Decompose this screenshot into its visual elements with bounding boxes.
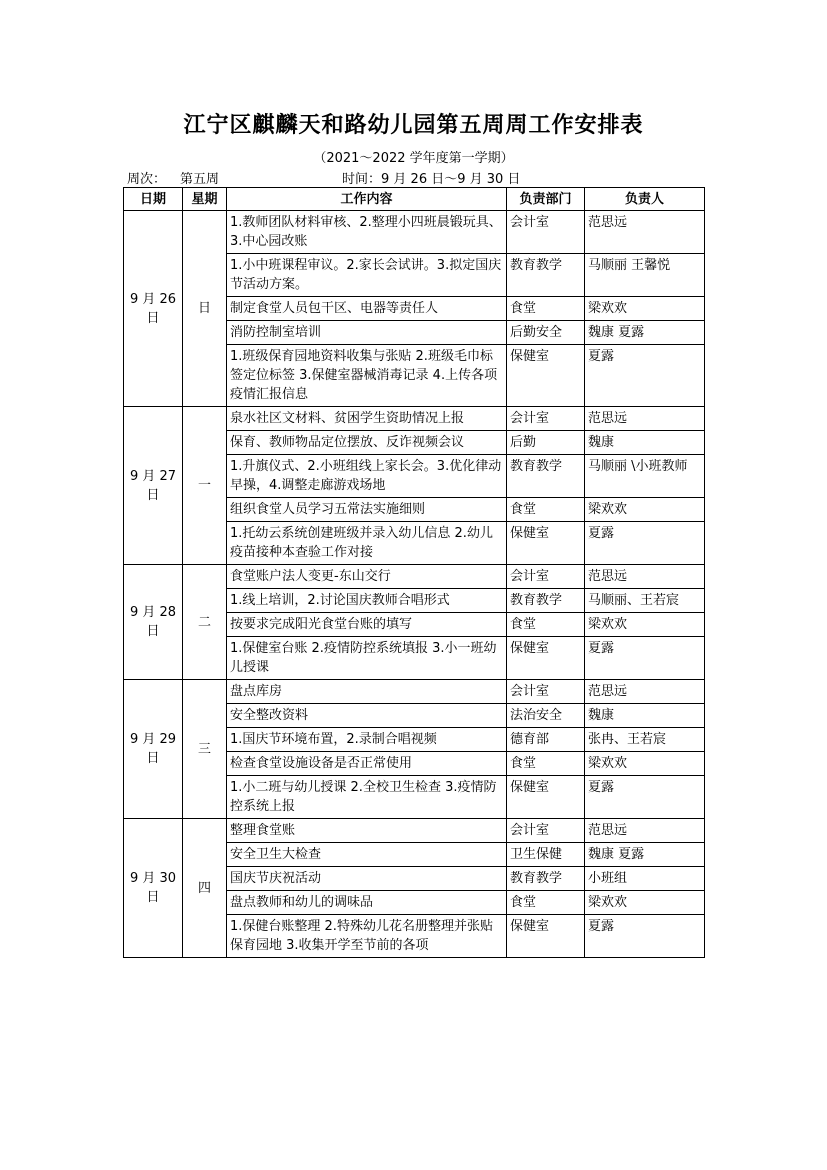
task-person: 范思远 — [585, 407, 705, 431]
task-dept: 后勤 — [507, 431, 585, 455]
header-content: 工作内容 — [227, 188, 507, 211]
time-info — [342, 168, 520, 187]
task-content: 食堂账户法人变更-东山交行 — [227, 565, 507, 589]
task-person: 梁欢欢 — [585, 613, 705, 637]
weekday-cell: 四 — [183, 819, 227, 958]
task-dept: 食堂 — [507, 297, 585, 321]
task-content: 按要求完成阳光食堂台账的填写 — [227, 613, 507, 637]
task-content: 1.小中班课程审议。2.家长会试讲。3.拟定国庆节活动方案。 — [227, 254, 507, 297]
task-dept: 保健室 — [507, 345, 585, 407]
task-dept: 保健室 — [507, 637, 585, 680]
task-content: 国庆节庆祝活动 — [227, 867, 507, 891]
task-person: 马顺丽、王若宸 — [585, 589, 705, 613]
weekday-cell: 二 — [183, 565, 227, 680]
task-content: 1.小二班与幼儿授课 2.全校卫生检查 3.疫情防控系统上报 — [227, 776, 507, 819]
task-dept: 教育教学 — [507, 589, 585, 613]
task-dept: 食堂 — [507, 752, 585, 776]
task-person: 夏露 — [585, 522, 705, 565]
task-content: 1.保健室台账 2.疫情防控系统填报 3.小一班幼儿授课 — [227, 637, 507, 680]
schedule-table — [123, 187, 705, 958]
task-person: 魏康 夏露 — [585, 321, 705, 345]
task-person: 魏康 — [585, 431, 705, 455]
task-content: 消防控制室培训 — [227, 321, 507, 345]
task-dept: 德育部 — [507, 728, 585, 752]
header-weekday: 星期 — [183, 188, 227, 211]
time-label: 时间： — [342, 172, 382, 187]
task-content: 1.托幼云系统创建班级并录入幼儿信息 2.幼儿疫苗接种本查验工作对接 — [227, 522, 507, 565]
task-person: 夏露 — [585, 776, 705, 819]
task-content: 1.保健台账整理 2.特殊幼儿花名册整理并张贴保育园地 3.收集开学至节前的各项 — [227, 915, 507, 958]
task-person: 梁欢欢 — [585, 752, 705, 776]
task-content: 安全卫生大检查 — [227, 843, 507, 867]
header-dept: 负责部门 — [507, 188, 585, 211]
task-dept: 会计室 — [507, 680, 585, 704]
task-content: 1.升旗仪式、2.小班组线上家长会。3.优化律动早操，4.调整走廊游戏场地 — [227, 455, 507, 498]
date-cell: 9 月 26 日 — [124, 211, 183, 407]
task-person: 梁欢欢 — [585, 498, 705, 522]
task-person: 夏露 — [585, 637, 705, 680]
task-person: 马顺丽 \小班教师 — [585, 455, 705, 498]
task-content: 检查食堂设施设备是否正常使用 — [227, 752, 507, 776]
table-row — [124, 819, 705, 843]
task-person: 范思远 — [585, 680, 705, 704]
task-content: 1.线上培训，2.讨论国庆教师合唱形式 — [227, 589, 507, 613]
task-content: 制定食堂人员包干区、电器等责任人 — [227, 297, 507, 321]
week-label: 周次： — [127, 172, 167, 187]
task-dept: 保健室 — [507, 522, 585, 565]
task-dept: 保健室 — [507, 915, 585, 958]
table-header-row — [124, 188, 705, 211]
date-cell: 9 月 28 日 — [124, 565, 183, 680]
task-person: 夏露 — [585, 915, 705, 958]
header-person: 负责人 — [585, 188, 705, 211]
table-row — [124, 565, 705, 589]
task-dept: 卫生保健 — [507, 843, 585, 867]
task-person: 张冉、王若宸 — [585, 728, 705, 752]
week-value: 第五周 — [180, 172, 220, 187]
table-row — [124, 680, 705, 704]
task-dept: 会计室 — [507, 211, 585, 254]
task-person: 小班组 — [585, 867, 705, 891]
task-person: 梁欢欢 — [585, 297, 705, 321]
task-person: 马顺丽 王馨悦 — [585, 254, 705, 297]
page-title: 江宁区麒麟天和路幼儿园第五周周工作安排表 — [183, 112, 644, 138]
semester-subtitle: （2021～2022 学年度第一学期） — [313, 151, 514, 166]
task-content: 整理食堂账 — [227, 819, 507, 843]
task-person: 范思远 — [585, 211, 705, 254]
table-row — [124, 407, 705, 431]
weekday-cell: 一 — [183, 407, 227, 565]
task-dept: 食堂 — [507, 498, 585, 522]
task-person: 魏康 — [585, 704, 705, 728]
task-content: 1.教师团队材料审核、2.整理小四班晨锻玩具、3.中心园改账 — [227, 211, 507, 254]
task-content: 安全整改资料 — [227, 704, 507, 728]
task-content: 组织食堂人员学习五常法实施细则 — [227, 498, 507, 522]
table-row — [124, 211, 705, 254]
task-content: 1.班级保育园地资料收集与张贴 2.班级毛巾标签定位标签 3.保健室器械消毒记录 4.上传各项疫情汇报信息 — [227, 345, 507, 407]
weekday-cell: 三 — [183, 680, 227, 819]
task-person: 范思远 — [585, 565, 705, 589]
date-cell: 9 月 27 日 — [124, 407, 183, 565]
task-content: 泉水社区文材料、贫困学生资助情况上报 — [227, 407, 507, 431]
date-cell: 9 月 29 日 — [124, 680, 183, 819]
task-content: 保育、教师物品定位摆放、反诈视频会议 — [227, 431, 507, 455]
task-person: 魏康 夏露 — [585, 843, 705, 867]
task-dept: 教育教学 — [507, 254, 585, 297]
task-person: 范思远 — [585, 819, 705, 843]
task-content: 盘点库房 — [227, 680, 507, 704]
task-dept: 后勤安全 — [507, 321, 585, 345]
task-dept: 法治安全 — [507, 704, 585, 728]
task-dept: 会计室 — [507, 565, 585, 589]
task-dept: 会计室 — [507, 819, 585, 843]
time-value: 9 月 26 日～9 月 30 日 — [381, 172, 521, 187]
weekday-cell: 日 — [183, 211, 227, 407]
task-dept: 食堂 — [507, 613, 585, 637]
task-person: 梁欢欢 — [585, 891, 705, 915]
task-dept: 食堂 — [507, 891, 585, 915]
task-content: 1.国庆节环境布置，2.录制合唱视频 — [227, 728, 507, 752]
task-dept: 教育教学 — [507, 867, 585, 891]
task-content: 盘点教师和幼儿的调味品 — [227, 891, 507, 915]
task-person: 夏露 — [585, 345, 705, 407]
task-dept: 会计室 — [507, 407, 585, 431]
task-dept: 教育教学 — [507, 455, 585, 498]
date-cell: 9 月 30 日 — [124, 819, 183, 958]
header-date: 日期 — [124, 188, 183, 211]
week-info — [127, 168, 219, 187]
task-dept: 保健室 — [507, 776, 585, 819]
